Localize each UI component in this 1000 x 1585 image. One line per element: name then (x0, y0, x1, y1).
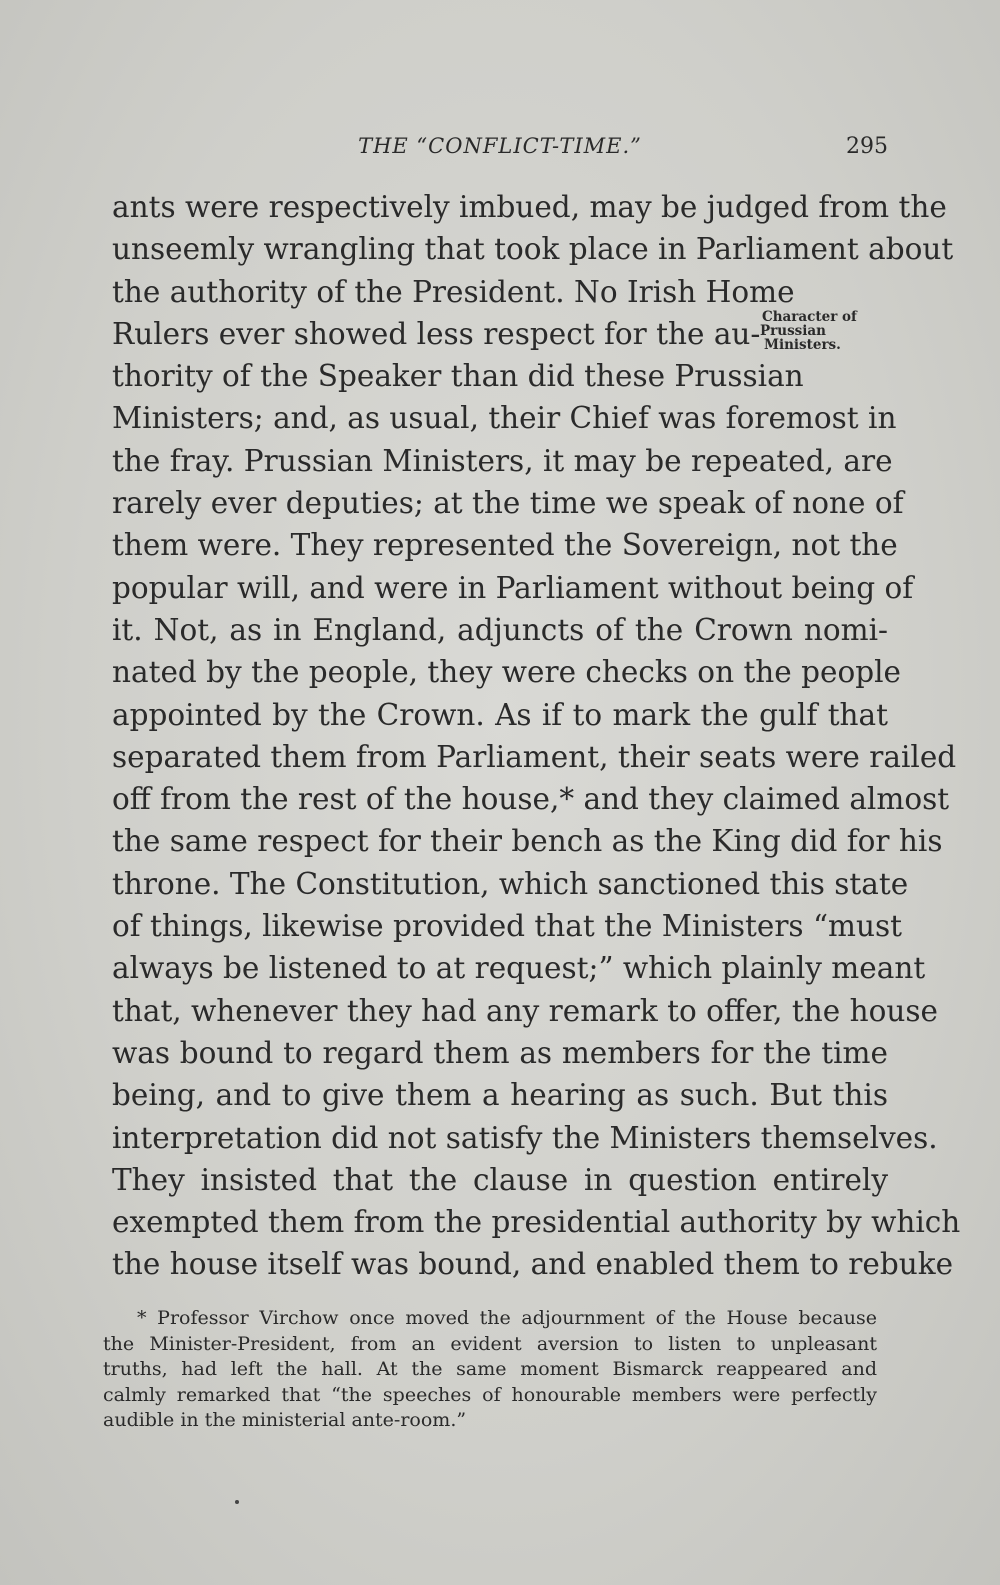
page-header (112, 130, 888, 170)
running-head: THE “CONFLICT-TIME.” (358, 134, 642, 158)
text-line: rarely ever deputies; at the time we speak of none of (112, 486, 904, 521)
text-line: the house itself was bound, and enabled them to rebuke (112, 1247, 954, 1282)
margin-note-line: Prussian (760, 323, 826, 339)
text-line: They insisted that the clause in question entirely (112, 1162, 888, 1197)
text-line: interpretation did not satisfy the Ministers themselves. (112, 1120, 938, 1155)
text-line: thority of the Speaker than did these Prussian (112, 359, 804, 394)
text-line: unseemly wrangling that took place in Parliament about (112, 232, 954, 267)
margin-note-line: Ministers. (764, 337, 841, 353)
text-line: popular will, and were in Parliament without being of (112, 570, 914, 605)
text-line: separated them from Parliament, their seats were railed (112, 739, 957, 774)
text-line: Ministers; and, as usual, their Chief was foremost in (112, 401, 897, 436)
text-line: off from the rest of the house,* and they claimed almost (112, 782, 950, 817)
ink-speck (235, 1500, 239, 1504)
text-line: the authority of the President. No Irish Home (112, 274, 795, 309)
text-line: the same respect for their bench as the King did for his (112, 824, 943, 859)
text-line: Rulers ever showed less respect for the au- (112, 316, 761, 351)
margin-note-line: Character of (762, 309, 857, 325)
text-line: the fray. Prussian Ministers, it may be repeated, are (112, 443, 893, 478)
footnote-line: truths, had left the hall. At the same moment Bismarck reappeared and (103, 1358, 877, 1380)
text-line: throne. The Constitution, which sanctioned this state (112, 866, 909, 901)
text-line: always be listened to at request;” which plainly meant (112, 951, 926, 986)
text-line: nated by the people, they were checks on the people (112, 655, 902, 690)
text-line: it. Not, as in England, adjuncts of the Crown nomi- (112, 612, 888, 647)
text-line: ants were respectively imbued, may be judged from the (112, 190, 947, 224)
text-line: being, and to give them a hearing as such. But this (112, 1078, 888, 1113)
footnote (103, 1306, 877, 1434)
text-line: appointed by the Crown. As if to mark the gulf that (112, 697, 888, 732)
text-line: of things, likewise provided that the Ministers “must (112, 909, 902, 944)
footnote-line: audible in the ministerial ante-room.” (103, 1409, 467, 1431)
text-line: was bound to regard them as members for the time (112, 1035, 888, 1070)
text-line: that, whenever they had any remark to offer, the house (112, 993, 938, 1028)
body-text (112, 186, 961, 1286)
footnote-line: * Professor Virchow once moved the adjournment of the House because (137, 1307, 877, 1329)
footnote-line: the Minister-President, from an evident aversion to listen to unpleasant (103, 1332, 877, 1355)
page-number: 295 (846, 134, 888, 159)
text-line: them were. They represented the Sovereign, not the (112, 528, 898, 563)
footnote-line: calmly remarked that “the speeches of honourable members were perfectly (103, 1383, 877, 1406)
text-line: exempted them from the presidential authority by which (112, 1205, 961, 1240)
